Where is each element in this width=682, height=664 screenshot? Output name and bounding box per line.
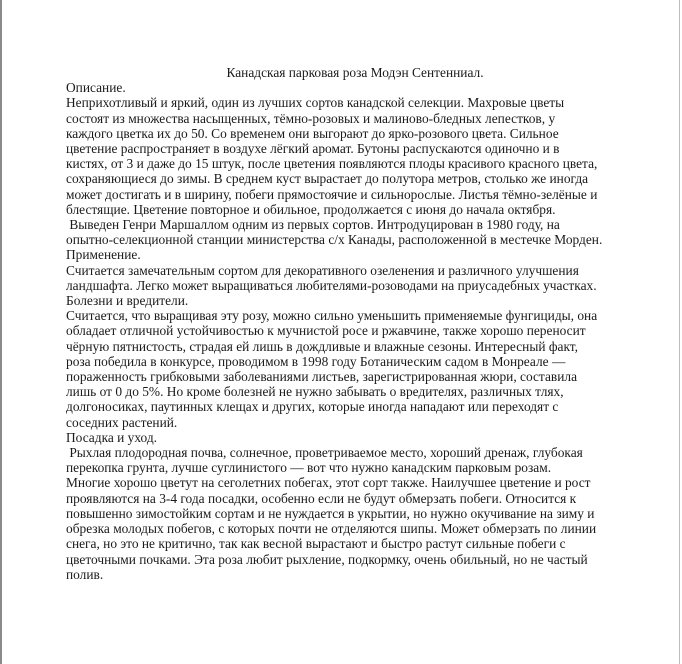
- text-line: роза победила в конкурсе, проводимом в 1998 году Ботаническим садом в Монреале —: [66, 353, 566, 369]
- text-line: Применение.: [66, 247, 141, 263]
- text-line: кистях, от 3 и даже до 15 штук, после цветения появляются плоды красивого красного цвета,: [66, 156, 598, 172]
- text-line: сохраняющиеся до зимы. В среднем куст вырастает до полутора метров, столько же иногда: [66, 171, 589, 187]
- text-line: снега, но это не критично, так как весной вырастают и быстро растут сильные побеги с: [66, 536, 566, 552]
- text-line: соседних растений.: [66, 414, 178, 430]
- text-line: Считается замечательным сортом для декоративного озеленения и различного улучшения: [66, 262, 579, 278]
- text-line: Многие хорошо цветут на сеголетних побегах, этот сорт также. Наилучшее цветение и рост: [66, 475, 591, 491]
- text-line: Посадка и уход.: [66, 429, 158, 445]
- text-line: обладает отличной устойчивостью к мучнистой росе и ржавчине, также хорошо переносит: [66, 323, 586, 339]
- text-line: чёрную пятнистость, страдая ей лишь в дождливые и влажные сезоны. Интересный факт,: [66, 338, 578, 354]
- text-line: Болезни и вредители.: [66, 293, 189, 309]
- text-line: долгоносиках, паутинных клещах и других, которые иногда нападают или переходят с: [66, 399, 559, 415]
- text-line: обрезка молодых побегов, с которых почти не отделяются шипы. Может обмерзать по линии: [66, 521, 597, 537]
- document-title: Канадская парковая роза Модэн Сентенниал.: [226, 65, 484, 80]
- text-line: полив.: [66, 566, 104, 582]
- text-line: Описание.: [66, 80, 126, 96]
- text-line: ландшафта. Легко может выращиваться любителями-розоводами на приусадебных участках.: [66, 277, 597, 293]
- text-line: опытно-селекционной станции министерства с/х Канады, расположенной в местечке Морден.: [66, 232, 603, 248]
- document-body: [66, 65, 626, 582]
- text-line: может достигать и в ширину, побеги прямостоячие и сильнорослые. Листья тёмно-зелёные и: [66, 186, 598, 202]
- text-line: Считается, что выращивая эту розу, можно сильно уменьшить применяемые фунгициды, она: [66, 308, 598, 324]
- text-line: цветочными почками. Эта роза любит рыхление, подкормку, очень обильный, но не частый: [66, 551, 588, 567]
- text-line: каждого цветка их до 50. Со временем они выгорают до ярко-розового цвета. Сильное: [66, 125, 559, 141]
- document-text: [66, 80, 626, 582]
- text-line: блестящие. Цветение повторное и обильное, продолжается с июня до начала октября.: [66, 201, 556, 217]
- text-line: лишь от 0 до 5%. Но кроме болезней не нужно забывать о вредителях, различных тлях,: [66, 384, 564, 400]
- text-line: Рыхлая плодородная почва, солнечное, проветриваемое место, хороший дренаж, глубокая: [66, 445, 583, 461]
- text-line: цветение распространяет в воздухе лёгкий аромат. Бутоны распускаются одиночно и в: [66, 141, 560, 157]
- text-line: повышенно зимостойким сортам и не нуждается в укрытии, но нужно окучивание на зиму и: [66, 505, 595, 521]
- text-line: пораженность грибковыми заболеваниями листьев, зарегистрированная жюри, составила: [66, 369, 578, 385]
- text-line: проявляются на 3-4 года посадки, особенно если не будут обмерзать побеги. Относится к: [66, 490, 577, 506]
- text-line: перекопка грунта, лучше суглинистого — вот что нужно канадским парковым розам.: [66, 460, 552, 476]
- text-line: состоят из множества насыщенных, тёмно-розовых и малиново-бледных лепестков, у: [66, 110, 556, 126]
- text-line: Неприхотливый и яркий, один из лучших сортов канадской селекции. Махровые цветы: [66, 95, 565, 111]
- text-line: Выведен Генри Маршаллом одним из первых сортов. Интродуцирован в 1980 году, на: [66, 217, 560, 233]
